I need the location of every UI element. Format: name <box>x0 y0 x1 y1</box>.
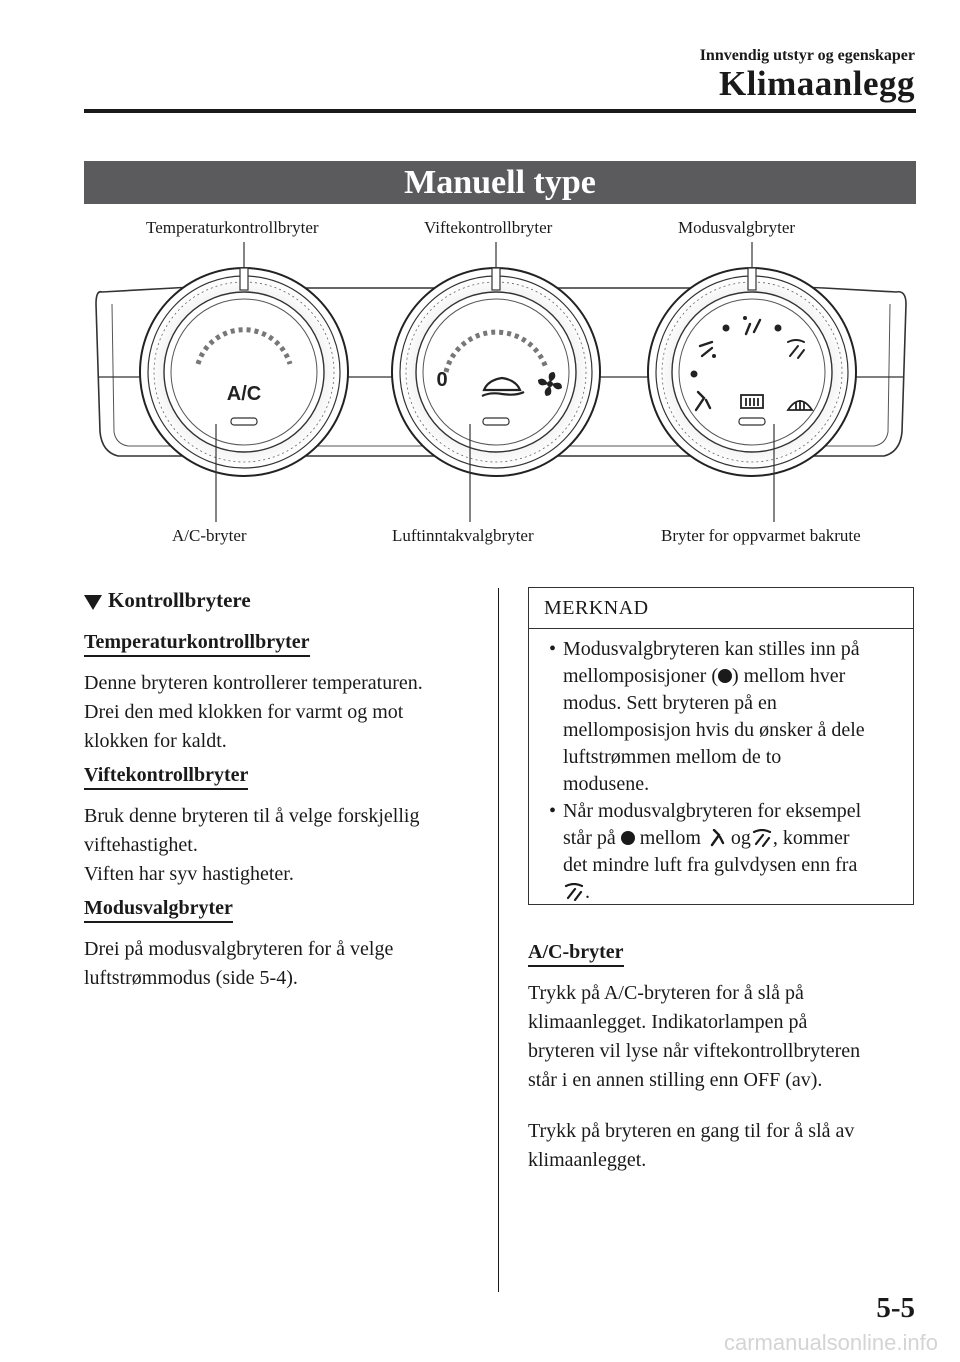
ac-heading: A/C-bryter <box>528 940 624 967</box>
temperature-switch-callout: Temperaturkontrollbryter <box>146 218 319 237</box>
header-rule <box>84 109 916 113</box>
fan-zero-label: 0 <box>436 369 448 391</box>
ac-text-2: Trykk på bryteren en gang til for å slå av klimaanlegget. <box>528 1120 855 1171</box>
vent-feet-defrost-icon <box>563 883 585 901</box>
ac-block <box>528 940 918 1175</box>
control-panel-illustration <box>84 212 916 557</box>
vent-feet-icon <box>706 829 726 847</box>
fan-switch-callout: Viftekontrollbryter <box>424 218 553 237</box>
temperature-text: Denne bryteren kontrollerer temperaturen. Drei den med klokken for varmt og mot klokken for kaldt. <box>84 672 423 752</box>
fan-knob[interactable] <box>392 268 600 476</box>
triangle-marker-icon <box>84 595 102 610</box>
fan-block <box>84 763 479 889</box>
manual-type-banner: Manuell type <box>84 161 916 204</box>
temperature-heading: Temperaturkontrollbryter <box>84 630 310 657</box>
section-heading-text: Kontrollbrytere <box>108 588 251 612</box>
mode-switch-callout: Modusvalgbryter <box>678 218 796 237</box>
fan-text: Bruk denne bryteren til å velge forskjellig viftehastighet. Viften har syv hastigheter. <box>84 805 420 885</box>
section-kicker: Innvendig utstyr og egenskaper <box>699 47 915 64</box>
ac-indicator <box>231 418 257 425</box>
mode-text: Drei på modusvalgbryteren for å velge luftstrømmodus (side 5-4). <box>84 938 394 989</box>
note-title: MERKNAD <box>529 588 913 629</box>
rear-defrost-switch-callout: Bryter for oppvarmet bakrute <box>661 526 861 545</box>
ac-text-1: Trykk på A/C-bryteren for å slå på klimaanlegget. Indikatorlampen på bryteren vil lyse når viftekontrollbryteren står i en annen stilling enn OFF (av). <box>528 982 861 1091</box>
mode-block <box>84 896 479 993</box>
column-divider <box>498 588 499 1292</box>
defrost-indicator <box>739 418 765 425</box>
temperature-knob[interactable] <box>140 268 348 476</box>
vent-feet-defrost-icon <box>751 829 773 847</box>
mode-knob[interactable] <box>648 268 856 476</box>
climate-control-diagram <box>84 212 916 557</box>
fan-heading: Viftekontrollbryter <box>84 763 248 790</box>
temperature-block <box>84 630 479 756</box>
intake-switch-callout: Luftinntakvalgbryter <box>392 526 534 545</box>
section-heading <box>84 588 251 613</box>
note-item-1: • Modusvalgbryteren kan stilles inn på mellomposisjoner ( ) mellom hver modus. Sett bryteren på en mellomposisjon hvis du ønsker å dele luftstrømmen mellom de to modusene. <box>549 638 865 795</box>
chapter-title: Klimaanlegg <box>718 64 915 103</box>
intermediate-position-dot-icon <box>621 831 635 845</box>
intake-indicator <box>483 418 509 425</box>
note-box <box>528 587 914 905</box>
intermediate-position-dot-icon <box>718 669 732 683</box>
mode-heading: Modusvalgbryter <box>84 896 233 923</box>
page-number: 5-5 <box>876 1292 915 1324</box>
ac-label: A/C <box>226 383 262 405</box>
watermark: carmanualsonline.info <box>723 1330 938 1355</box>
note-item-2: • Når modusvalgbryteren for eksempel står på mellom og , kommer det mindre luft fra gulvdysen enn fra . <box>549 800 862 903</box>
ac-switch-callout: A/C-bryter <box>172 526 247 545</box>
